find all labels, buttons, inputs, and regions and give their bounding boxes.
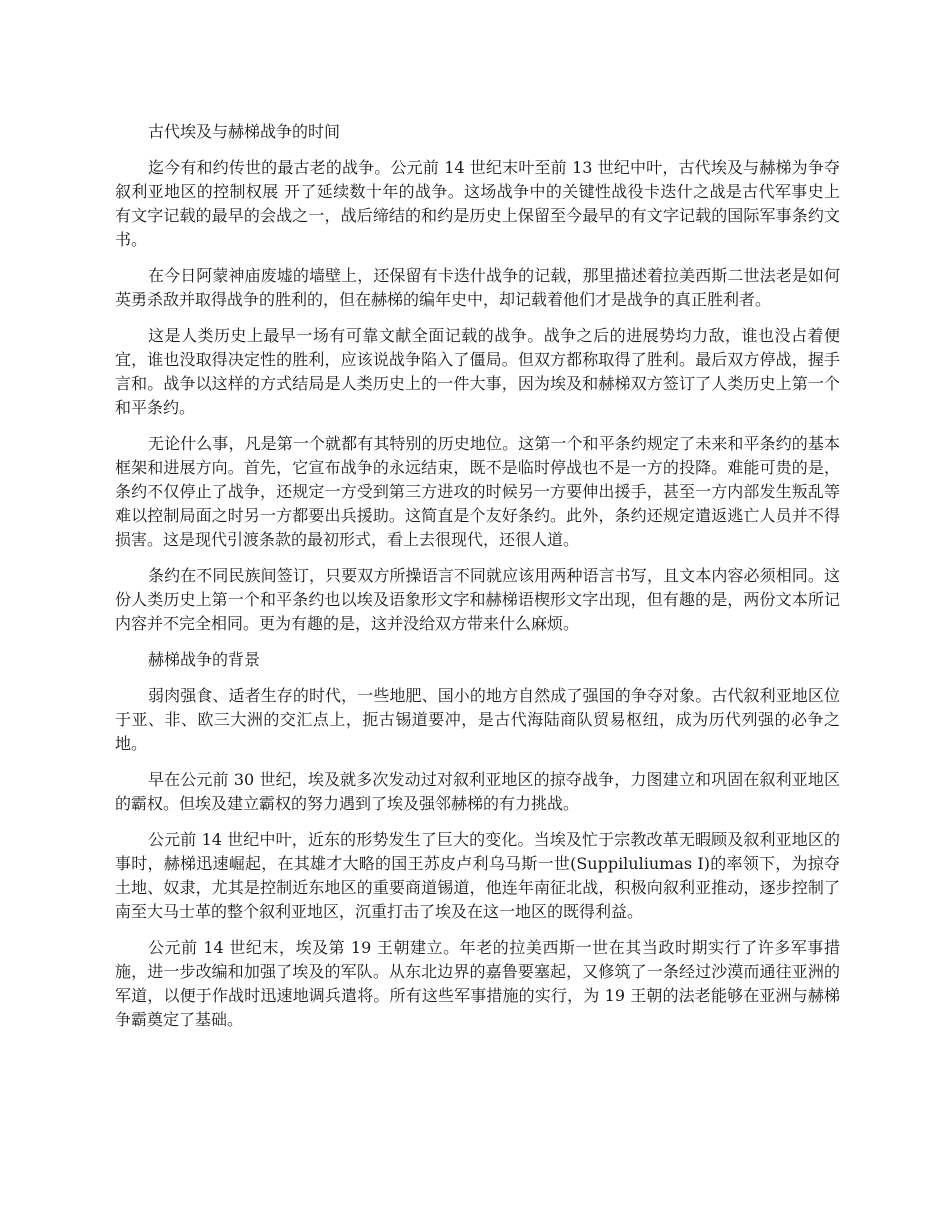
paragraph: 迄今有和约传世的最古老的战争。公元前 14 世纪末叶至前 13 世纪中叶，古代埃及与赫梯为争夺叙利亚地区的控制权展 开了延续数十年的战争。这场战争中的关键性战役卡迭什之战是古代军事史上有文字记载的最早的会战之一，战后缔结的和约是历史上保留至今最早的有文字记载的国际军事条约文书。 — [115, 158, 840, 249]
document-page — [115, 120, 840, 1044]
section-heading-background: 赫梯战争的背景 — [148, 650, 261, 669]
section-heading-time: 古代埃及与赫梯战争的时间 — [148, 122, 341, 141]
paragraph: 早在公元前 30 世纪，埃及就多次发动过对叙利亚地区的掠夺战争，力图建立和巩固在叙利亚地区的霸权。但埃及建立霸权的努力遇到了埃及强邻赫梯的有力挑战。 — [115, 770, 840, 813]
paragraph: 公元前 14 世纪中叶，近东的形势发生了巨大的变化。当埃及忙于宗教改革无暇顾及叙利亚地区的事时，赫梯迅速崛起，在其雄才大略的国王苏皮卢利乌马斯一世(Suppiluliumas I)的率领下，为掠夺土地、奴隶，尤其是控制近东地区的重要商道锡道，他连年南征北战，积极向叙利亚推动，逐步控制了南至大马士革的整个叙利亚地区，沉重打击了埃及在这一地区的既得利益。 — [115, 830, 840, 921]
paragraph: 无论什么事，凡是第一个就都有其特别的历史地位。这第一个和平条约规定了未来和平条约的基本框架和进展方向。首先，它宣布战争的永远结束，既不是临时停战也不是一方的投降。难能可贵的是，条约不仅停止了战争，还规定一方受到第三方进攻的时候另一方要伸出援手，甚至一方内部发生叛乱等难以控制局面之时另一方都要出兵援助。这简直是个友好条约。此外，条约还规定遣返逃亡人员并不得损害。这是现代引渡条款的最初形式，看上去很现代，还很人道。 — [115, 434, 840, 549]
paragraph: 这是人类历史上最早一场有可靠文献全面记载的战争。战争之后的进展势均力敌，谁也没占着便宜，谁也没取得决定性的胜利，应该说战争陷入了僵局。但双方都称取得了胜利。最后双方停战，握手言和。战争以这样的方式结局是人类历史上的一件大事，因为埃及和赫梯双方签订了人类历史上第一个和平条约。 — [115, 326, 840, 417]
paragraph: 在今日阿蒙神庙废墟的墙壁上，还保留有卡迭什战争的记载，那里描述着拉美西斯二世法老是如何英勇杀敌并取得战争的胜利的，但在赫梯的编年史中，却记载着他们才是战争的真正胜利者。 — [115, 266, 840, 309]
paragraph: 弱肉强食、适者生存的时代，一些地肥、国小的地方自然成了强国的争夺对象。古代叙利亚地区位于亚、非、欧三大洲的交汇点上，扼古锡道要冲，是古代海陆商队贸易枢纽，成为历代列强的必争之地。 — [115, 686, 840, 753]
paragraph: 公元前 14 世纪末，埃及第 19 王朝建立。年老的拉美西斯一世在其当政时期实行了许多军事措施，进一步改编和加强了埃及的军队。从东北边界的嘉鲁要塞起，又修筑了一条经过沙漠而通往亚洲的军道，以便于作战时迅速地调兵遣将。所有这些军事措施的实行，为 19 王朝的法老能够在亚洲与赫梯争霸奠定了基础。 — [115, 938, 840, 1029]
paragraph: 条约在不同民族间签订，只要双方所操语言不同就应该用两种语言书写，且文本内容必须相同。这份人类历史上第一个和平条约也以埃及语象形文字和赫梯语楔形文字出现，但有趣的是，两份文本所记内容并不完全相同。更为有趣的是，这并没给双方带来什么麻烦。 — [115, 566, 840, 633]
